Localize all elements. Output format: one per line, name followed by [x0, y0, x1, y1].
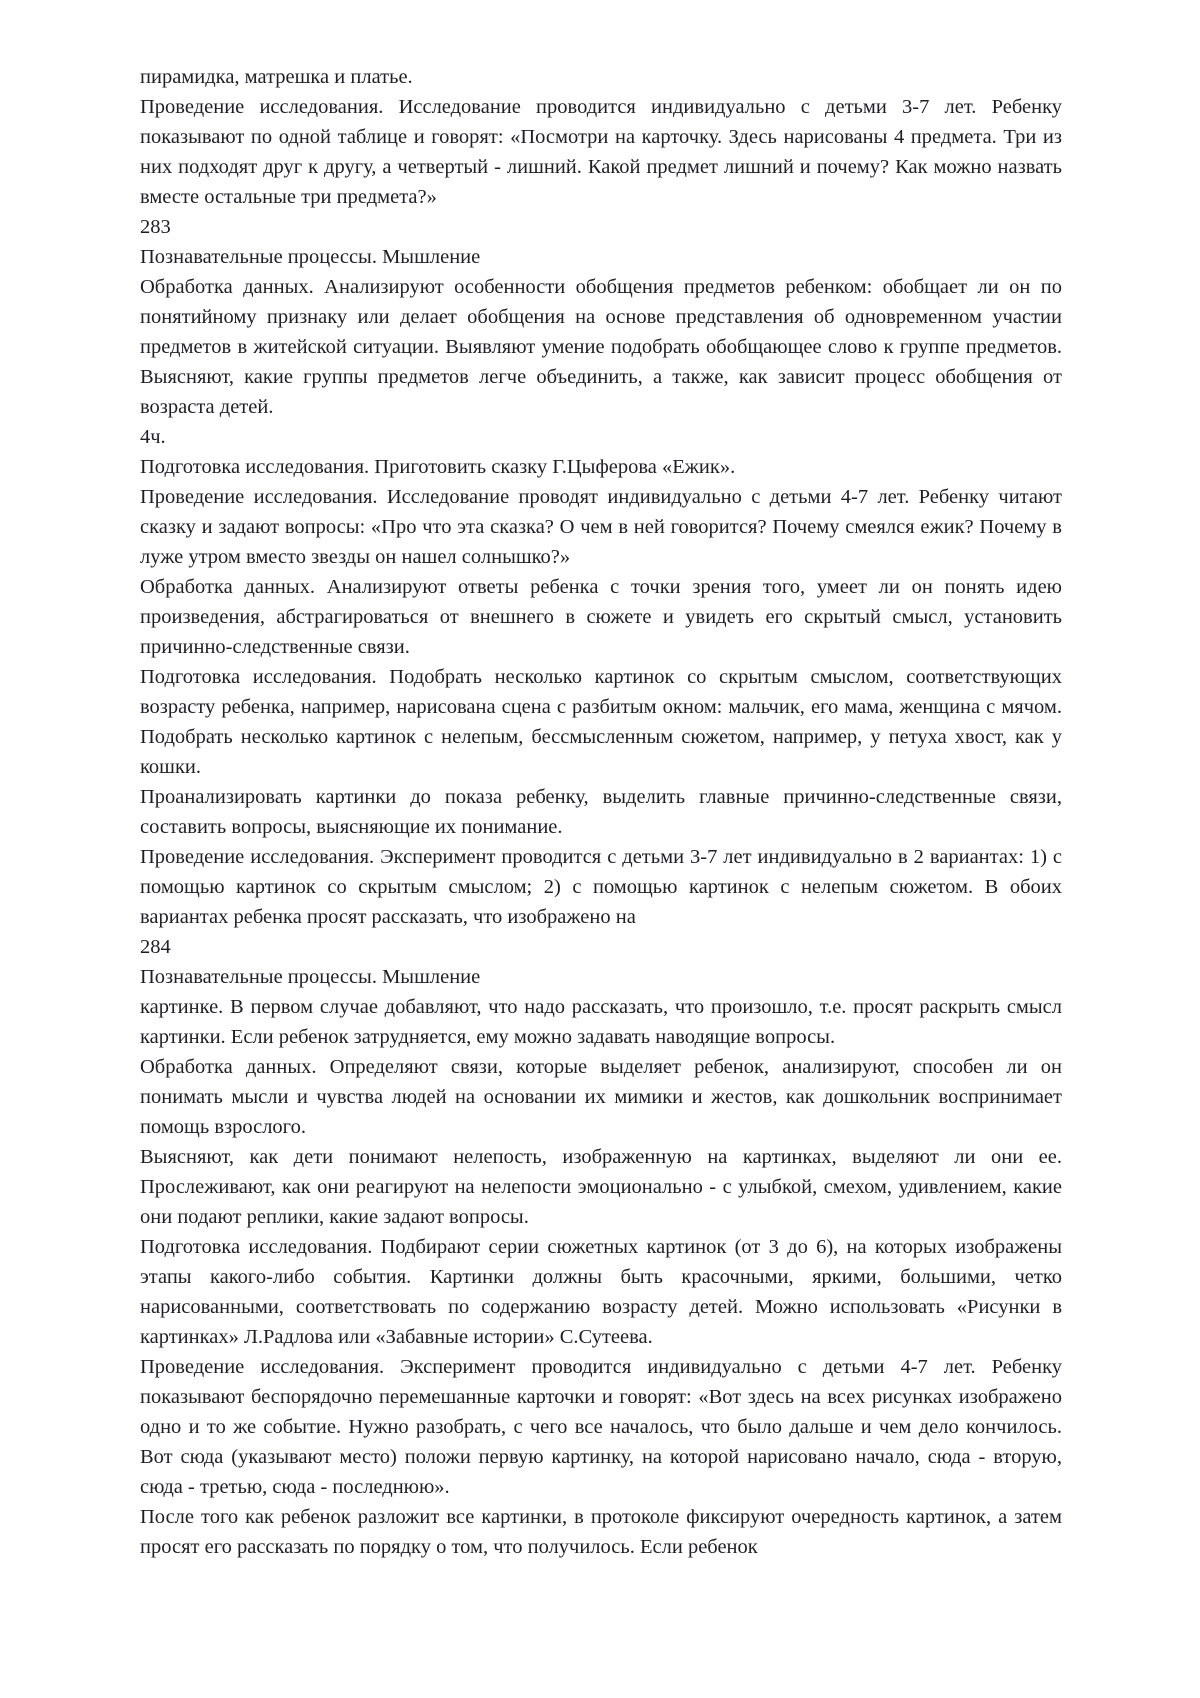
paragraph: Подготовка исследования. Приготовить сказку Г.Цыферова «Ежик». — [140, 456, 736, 478]
paragraph: Обработка данных. Анализируют ответы ребенка с точки зрения того, умеет ли он понять идею произведения, абстрагироваться от внешнего в сюжете и увидеть его скрытый смысл, установить причинно-следственные связи. — [140, 576, 1062, 658]
paragraph-fragment: пирамидка, матрешка и платье. — [140, 66, 413, 88]
paragraph: Подготовка исследования. Подобрать несколько картинок со скрытым смыслом, соответствующих возрасту ребенка, например, нарисована сцена с разбитым окном: мальчик, его мама, женщина с мячом. Подобрать несколько картинок с нелепым, бессмысленным сюжетом, например, у петуха хвост, как у кошки. — [140, 666, 1062, 778]
paragraph: картинке. В первом случае добавляют, что надо рассказать, что произошло, т.е. просят раскрыть смысл картинки. Если ребенок затрудняется, ему можно задавать наводящие вопросы. — [140, 996, 1062, 1048]
paragraph: Подготовка исследования. Подбирают серии сюжетных картинок (от 3 до 6), на которых изображены этапы какого-либо события. Картинки должны быть красочными, яркими, большими, четко нарисованными, соответствовать по содержанию возрасту детей. Можно использовать «Рисунки в картинках» Л.Радлова или «Забавные истории» С.Сутеева. — [140, 1236, 1062, 1348]
running-header: Познавательные процессы. Мышление — [140, 246, 481, 268]
paragraph: Проведение исследования. Эксперимент проводится индивидуально с детьми 4-7 лет. Ребенку показывают беспорядочно перемешанные карточки и говорят: «Вот здесь на всех рисунках изображено одно и то же событие. Нужно разобрать, с чего все началось, что было дальше и чем дело кончилось. Вот сюда (указывают место) положи первую картинку, на которой нарисовано начало, сюда - вторую, сюда - третью, сюда - последнюю». — [140, 1356, 1062, 1498]
paragraph: После того как ребенок разложит все картинки, в протоколе фиксируют очередность картинок, а затем просят его рассказать по порядку о том, что получилось. Если ребенок — [140, 1506, 1062, 1558]
page-number: 283 — [140, 216, 171, 238]
paragraph: Выясняют, как дети понимают нелепость, изображенную на картинках, выделяют ли они ее. Прослеживают, как они реагируют на нелепости эмоционально - с улыбкой, смехом, удивлением, какие они подают реплики, какие задают вопросы. — [140, 1146, 1062, 1228]
paragraph-label: 4ч. — [140, 426, 166, 448]
paragraph: Обработка данных. Анализируют особенности обобщения предметов ребенком: обобщает ли он по понятийному признаку или делает обобщения на основе представления об одновременном участии предметов в житейской ситуации. Выявляют умение подобрать обобщающее слово к группе предметов. Выясняют, какие группы предметов легче объединить, а также, как зависит процесс обобщения от возраста детей. — [140, 276, 1062, 418]
paragraph: Проанализировать картинки до показа ребенку, выделить главные причинно-следственные связи, составить вопросы, выясняющие их понимание. — [140, 786, 1062, 838]
running-header: Познавательные процессы. Мышление — [140, 966, 481, 988]
page-number: 284 — [140, 936, 171, 958]
paragraph: Проведение исследования. Исследование проводится индивидуально с детьми 3-7 лет. Ребенку показывают по одной таблице и говорят: «Посмотри на карточку. Здесь нарисованы 4 предмета. Три из них подходят друг к другу, а четвертый - лишний. Какой предмет лишний и почему? Как можно назвать вместе остальные три предмета?» — [140, 96, 1062, 208]
paragraph: Проведение исследования. Исследование проводят индивидуально с детьми 4-7 лет. Ребенку читают сказку и задают вопросы: «Про что эта сказка? О чем в ней говорится? Почему смеялся ежик? Почему в луже утром вместо звезды он нашел солнышко?» — [140, 486, 1062, 568]
paragraph: Проведение исследования. Эксперимент проводится с детьми 3-7 лет индивидуально в 2 вариантах: 1) с помощью картинок со скрытым смыслом; 2) с помощью картинок с нелепым сюжетом. В обоих вариантах ребенка просят рассказать, что изображено на — [140, 846, 1062, 928]
paragraph: Обработка данных. Определяют связи, которые выделяет ребенок, анализируют, способен ли он понимать мысли и чувства людей на основании их мимики и жестов, как дошкольник воспринимает помощь взрослого. — [140, 1056, 1062, 1138]
